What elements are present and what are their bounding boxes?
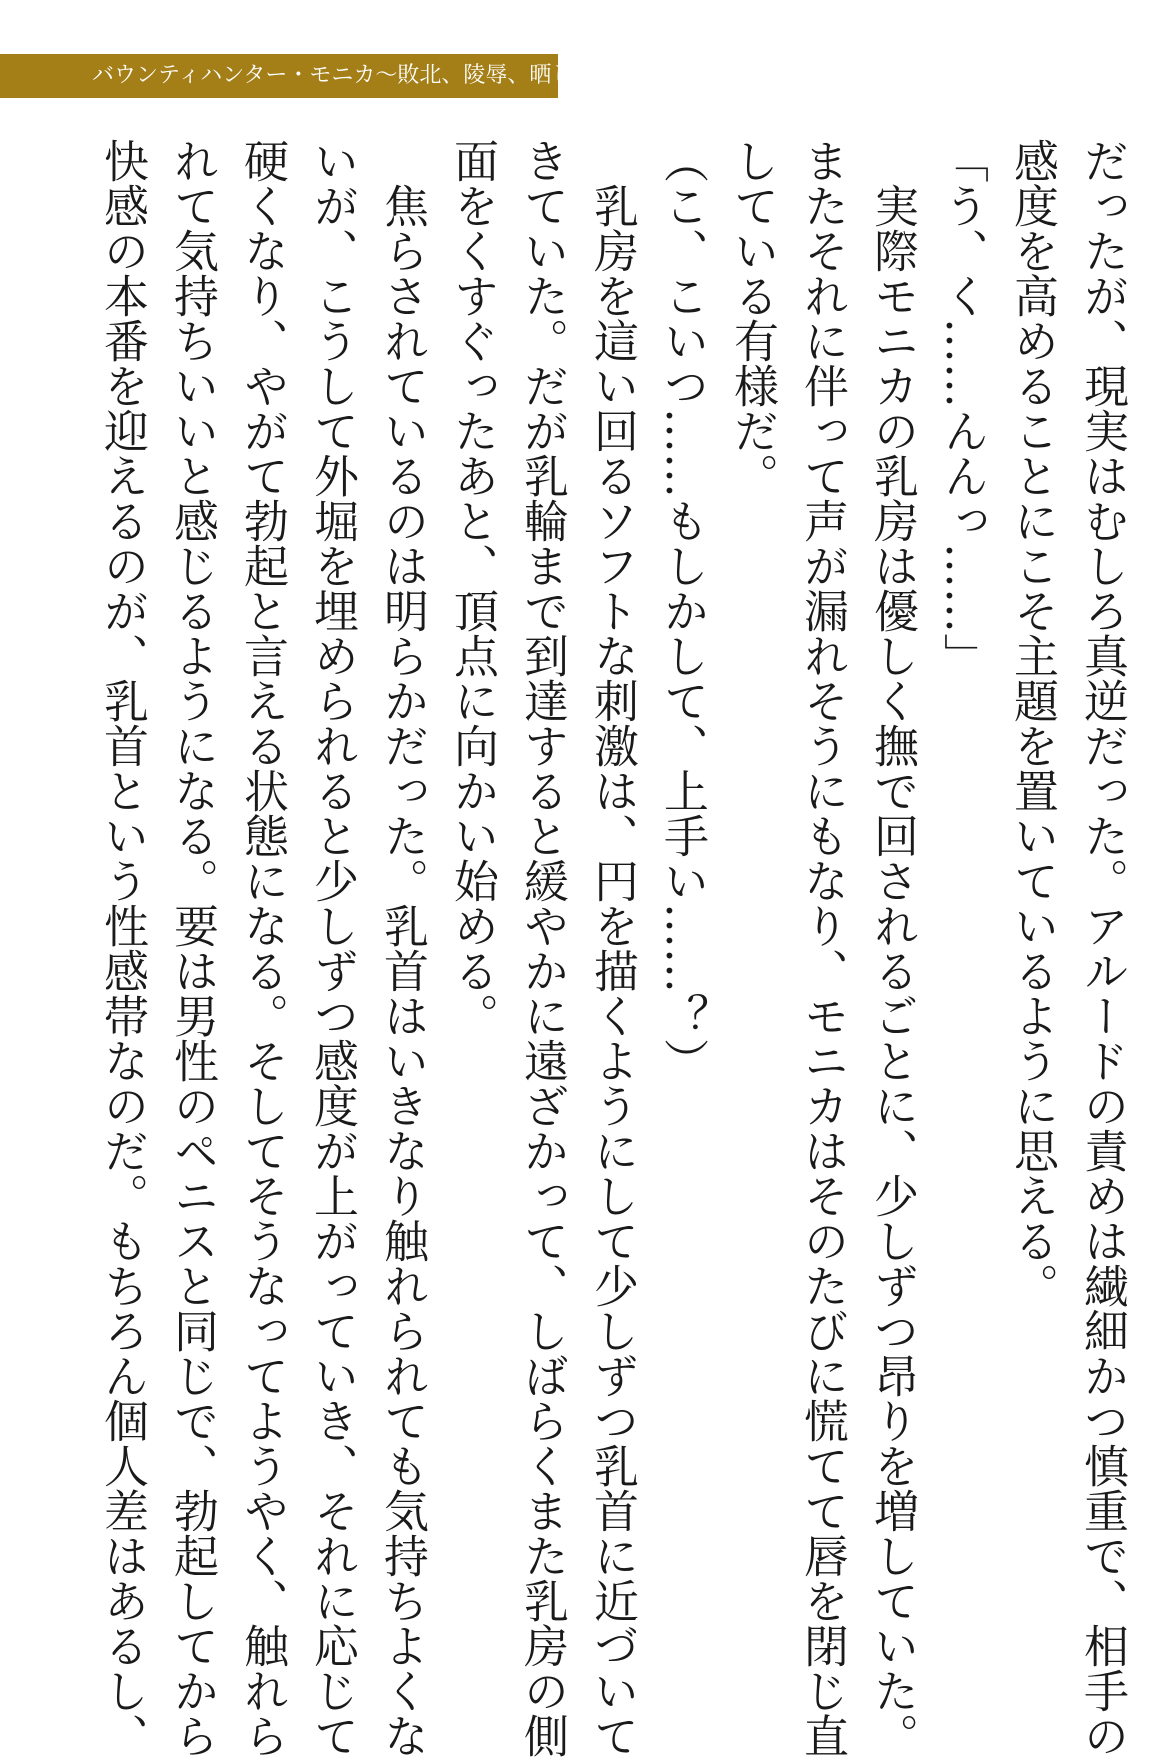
text-line: いが、こうして外堀を埋められると少しずつ感度が上がっていき、それに応じて <box>306 138 359 1758</box>
text-line: 焦らされているのは明らかだった。乳首はいきなり触れられても気持ちよくな <box>376 138 429 1758</box>
text-line: きていた。だが乳輪まで到達すると緩やかに遠ざかって、しばらくまた乳房の側 <box>516 138 569 1758</box>
text-line: だったが、現実はむしろ真逆だった。アルードの責めは繊細かつ慎重で、相手の <box>1076 138 1129 1758</box>
text-line: 「う、く……んんっ……」 <box>936 138 989 678</box>
book-title: バウンティハンター・モニカ〜敗北、陵辱、晒し者〜 <box>92 63 618 88</box>
text-line: 面をくすぐったあと、頂点に向かい始める。 <box>446 138 499 1038</box>
text-line: 実際モニカの乳房は優しく撫で回されるごとに、少しずつ昂りを増していた。 <box>866 138 919 1758</box>
text-line: している有様だ。 <box>726 138 779 498</box>
text-line: れて気持ちいいと感じるようになる。要は男性のペニスと同じで、勃起してから <box>166 138 219 1758</box>
running-header <box>0 54 618 98</box>
text-line: （こ、こいつ……もしかして、上手い……？） <box>656 138 709 1083</box>
text-line: 感度を高めることにこそ主題を置いているように思える。 <box>1006 138 1059 1308</box>
text-line: 乳房を這い回るソフトな刺激は、円を描くようにして少しずつ乳首に近づいて <box>586 138 639 1758</box>
text-line: またそれに伴って声が漏れそうにもなり、モニカはそのたびに慌てて唇を閉じ直 <box>796 138 849 1758</box>
vertical-text-body <box>96 138 1129 1758</box>
text-line: 硬くなり、やがて勃起と言える状態になる。そしてそうなってようやく、触れら <box>236 138 289 1758</box>
text-line: 快感の本番を迎えるのが、乳首という性感帯なのだ。もちろん個人差はあるし、 <box>96 138 149 1758</box>
